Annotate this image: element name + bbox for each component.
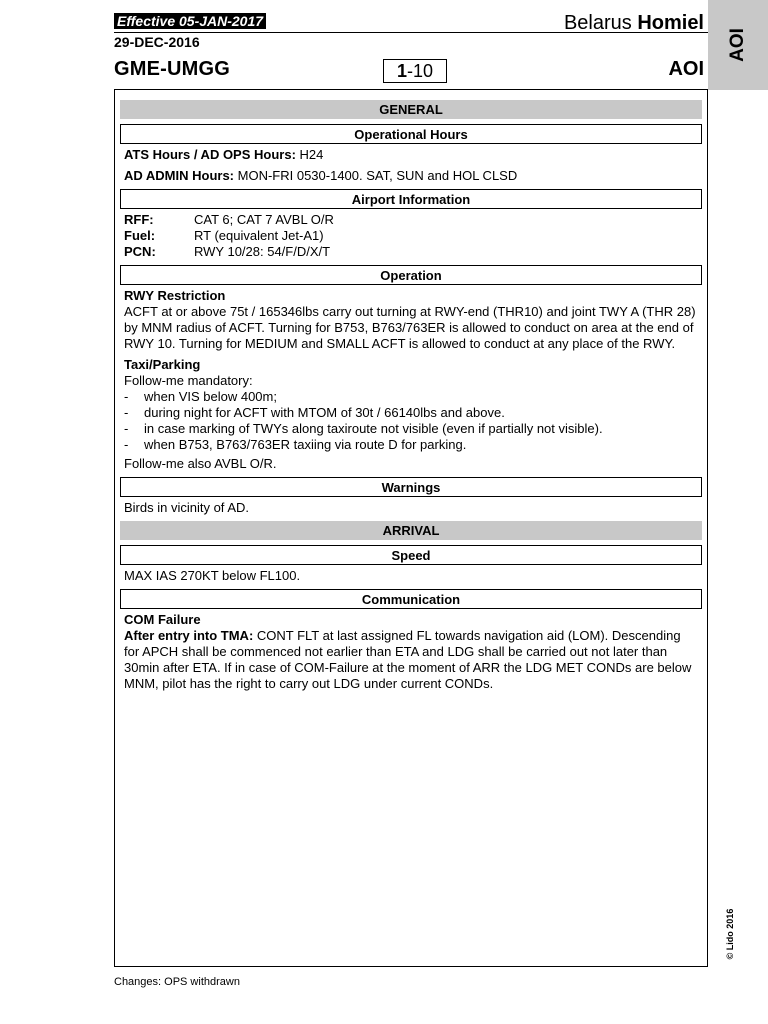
- taxi-outro: Follow-me also AVBL O/R.: [124, 456, 277, 471]
- changes-note: Changes: OPS withdrawn: [114, 976, 240, 988]
- section-tab[interactable]: [708, 0, 768, 90]
- effective-date-banner: Effective 05-JAN-2017: [114, 13, 266, 29]
- list-item: - in case marking of TWYs along taxiroute not visible (even if partially not visible).: [124, 421, 698, 437]
- taxi-list: [124, 389, 698, 453]
- rff-value: CAT 6; CAT 7 AVBL O/R: [194, 212, 334, 227]
- com-failure-heading: COM Failure: [124, 612, 201, 627]
- admin-hours-line: [124, 168, 698, 184]
- warnings-heading: Warnings: [120, 477, 702, 497]
- page-number: 1: [396, 60, 407, 81]
- list-item: - when VIS below 400m;: [124, 389, 698, 405]
- rwy-restriction-heading: RWY Restriction: [124, 288, 226, 303]
- taxi-intro: Follow-me mandatory:: [124, 373, 253, 388]
- communication-heading: Communication: [120, 589, 702, 609]
- pcn-row: [124, 244, 698, 260]
- airport-information-heading: Airport Information: [120, 189, 702, 209]
- ats-hours-line: [124, 147, 698, 163]
- arrival-band: ARRIVAL: [120, 521, 702, 540]
- issue-date: 29-DEC-2016: [114, 34, 200, 50]
- pcn-value: RWY 10/28: 54/F/D/X/T: [194, 244, 331, 259]
- rff-row: [124, 212, 698, 228]
- admin-hours-label: AD ADMIN Hours:: [124, 168, 235, 183]
- content-frame: [114, 89, 708, 967]
- fuel-label: Fuel:: [124, 228, 156, 243]
- ats-hours-value: H24: [295, 147, 324, 162]
- airport-code: GME-UMGG: [114, 58, 231, 80]
- speed-text: MAX IAS 270KT below FL100.: [124, 568, 301, 583]
- fuel-row: [124, 228, 698, 244]
- copyright-notice: © Lido 2016: [725, 908, 735, 960]
- rff-label: RFF:: [124, 212, 154, 227]
- section-tab-label: AOI: [727, 28, 748, 62]
- city-name: Homiel: [637, 12, 704, 34]
- tma-label: After entry into TMA:: [124, 628, 254, 643]
- location-title: [564, 12, 704, 35]
- page-number-box: [383, 59, 447, 83]
- general-band: GENERAL: [120, 100, 702, 119]
- page-suffix: -10: [407, 60, 434, 81]
- list-item: - during night for ACFT with MTOM of 30t / 66140lbs and above.: [124, 405, 698, 421]
- operational-hours-heading: Operational Hours: [120, 124, 702, 144]
- tma-text: CONT FLT at last assigned FL towards navigation aid (LOM). Descending for APCH shall be commenced not earlier than ETA and LDG shall be carried out not later than 30min after ETA. If in case of COM-Failure at the moment of ARR the LDG MET CONDs are below MNM, pilot has the right to carry out LDG under current CONDs.: [124, 628, 692, 691]
- section-code: AOI: [668, 58, 704, 80]
- operation-heading: Operation: [120, 265, 702, 285]
- pcn-label: PCN:: [124, 244, 156, 259]
- com-failure-text: [124, 628, 698, 692]
- speed-heading: Speed: [120, 545, 702, 565]
- admin-hours-value: MON-FRI 0530-1400. SAT, SUN and HOL CLSD: [234, 168, 518, 183]
- list-item: - when B753, B763/763ER taxiing via route D for parking.: [124, 437, 698, 453]
- fuel-value: RT (equivalent Jet-A1): [194, 228, 324, 243]
- ats-hours-label: ATS Hours / AD OPS Hours:: [124, 147, 296, 162]
- rwy-restriction-text: ACFT at or above 75t / 165346lbs carry out turning at RWY-end (THR10) and joint TWY A (THR 28) by MNM radius of ACFT. Turning for B753, B763/763ER is allowed to conduct on area at the end of RWY 10. Turning for MEDIUM and SMALL ACFT is allowed to conduct at any place of the RWY.: [124, 304, 696, 351]
- taxi-parking-heading: Taxi/Parking: [124, 357, 201, 372]
- warnings-text: Birds in vicinity of AD.: [124, 500, 249, 515]
- country-name: Belarus: [563, 12, 632, 34]
